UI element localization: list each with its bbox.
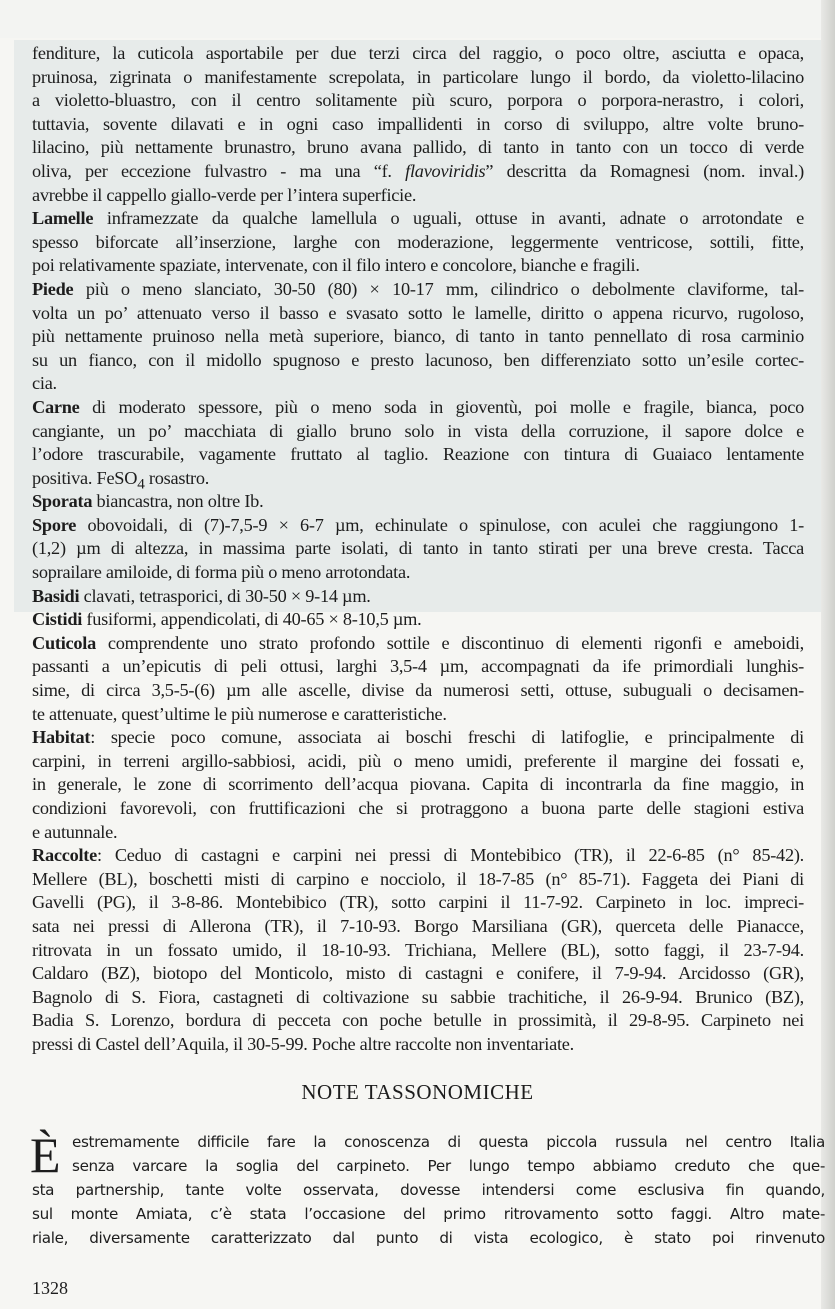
text-line <box>32 254 804 278</box>
species-description <box>32 42 804 1057</box>
text-segment: condizioni favorevoli, con fruttificazioni che si protraggono a buona parte delle stagioni estiva <box>32 798 804 818</box>
section-heading: NOTE TASSONOMICHE <box>301 1080 534 1104</box>
paragraph-lead: Raccolte <box>32 845 97 866</box>
text-segment: cangiante, un po’ macchiata di giallo bruno solo in vista della corruzione, il sapore dolce e <box>32 420 804 441</box>
text-line <box>32 490 804 514</box>
text-segment: comprendente uno strato profondo sottile e discontinuo di elementi rigonfi e ameboidi, <box>96 632 804 653</box>
text-line <box>32 372 804 396</box>
paragraph <box>32 490 804 514</box>
text-line: senza varcare la soglia del carpineto. Per lungo tempo abbiamo creduto che que- <box>72 1157 825 1175</box>
text-line <box>32 726 804 750</box>
text-segment: tuttavia, sovente dilavati e in ogni caso impallidenti in corso di sviluppo, altre volte bruno- <box>32 113 804 134</box>
text-segment: più nettamente pruinoso nella metà superiore, bianco, di tanto in tanto pennellato di rosa carminio <box>32 326 804 347</box>
text-segment: positiva. FeSO <box>32 467 138 488</box>
text-segment: soprailare amiloide, di forma più o meno arrotondata. <box>32 562 411 583</box>
text-line <box>32 868 804 892</box>
paragraph-lead: Habitat <box>32 727 91 748</box>
text-segment: biancastra, non oltre Ib. <box>92 491 264 512</box>
paragraph-lead: Lamelle <box>32 208 94 229</box>
text-segment: Badia S. Lorenzo, bordura di pecceta con poche betulle in prossimità, il 29-8-95. Carpineto nei <box>32 1010 804 1031</box>
page-top-margin <box>0 0 835 38</box>
text-segment: : Ceduo di castagni e carpini nei pressi di Montebibico (TR), il 22-6-85 (n° 85-42). <box>97 845 804 866</box>
text-segment: l’odore trascurabile, vagamente fruttato al taglio. Reazione con tintura di Guaiaco lentamente <box>32 444 804 465</box>
text-segment: carpini, in terreni argillo-sabbiosi, acidi, più o meno umidi, preferente il margine dei fossati e, <box>32 750 804 771</box>
text-segment: Bagnolo di S. Fiora, castagneti di coltivazione su sabbie trachitiche, il 26-9-94. Brunico (BZ), <box>32 986 804 1007</box>
text-segment: spesso biforcate all’inserzione, larghe con moderazione, leggermente ventricose, sottili, fitte, <box>32 231 804 252</box>
subscript: 4 <box>137 475 145 493</box>
text-segment: : specie poco comune, associata ai boschi freschi di latifoglie, e principalmente di <box>90 727 804 748</box>
paragraph-lead: Carne <box>32 396 80 417</box>
paragraph-lead: Sporata <box>32 491 93 512</box>
text-segment: Caldaro (BZ), biotopo del Monticolo, misto di castagni e conifere, il 7-9-94. Arcidosso (GR), <box>32 963 804 984</box>
paragraph <box>32 632 804 726</box>
text-line <box>32 1033 804 1057</box>
text-line <box>32 325 804 349</box>
text-line <box>32 537 804 561</box>
paragraph <box>32 726 804 844</box>
text-line <box>32 420 804 444</box>
text-line <box>32 207 804 231</box>
text-segment: (1,2) µm di altezza, in massima parte isolati, di tanto in tanto stirati per una breve cresta. Tacca <box>32 538 804 559</box>
page-gutter-shadow <box>821 0 835 1309</box>
text-line <box>32 184 804 208</box>
text-line <box>32 561 804 585</box>
text-line <box>32 349 804 373</box>
italic-text: flavoviridis <box>405 160 486 181</box>
text-line <box>32 585 804 609</box>
text-line <box>32 891 804 915</box>
text-segment: passanti a un’epicutis di peli ottusi, larghi 3,5-4 µm, accompagnati da ife primordiali lunghis- <box>32 656 804 677</box>
text-segment: cia. <box>32 373 57 394</box>
text-segment: più o meno slanciato, 30-50 (80) × 10-17 mm, cilindrico o debolmente claviforme, tal- <box>73 278 804 299</box>
text-line <box>32 42 804 66</box>
paragraph <box>32 42 804 207</box>
text-line <box>32 632 804 656</box>
text-segment: fenditure, la cuticola asportabile per due terzi circa del raggio, o poco oltre, asciutta e opaca, <box>32 43 804 63</box>
text-line <box>32 915 804 939</box>
text-line <box>32 986 804 1010</box>
text-segment: sime, di circa 3,5-5-(6) µm alle ascelle, divise da numerosi setti, ottuse, subuguali o decisamen- <box>32 680 804 701</box>
paragraph <box>32 608 804 632</box>
text-line: sul monte Amiata, c’è stata l’occasione del primo ritrovamento sotto faggi. Altro mate- <box>32 1205 825 1223</box>
text-line: sta partnership, tante volte osservata, dovesse intendersi come esclusiva fin quando, <box>32 1181 825 1199</box>
text-segment: e autunnale. <box>32 821 118 842</box>
text-segment: avrebbe il cappello giallo-verde per l’intera superficie. <box>32 184 417 205</box>
text-segment: pressi di Castel dell’Aquila, il 30-5-99. Poche altre raccolte non inventariate. <box>32 1033 574 1054</box>
text-line <box>32 655 804 679</box>
text-segment: pruinosa, zigrinata o manifestamente screpolata, in particolare lungo il bordo, da violetto-lilacino <box>32 66 804 87</box>
text-line <box>32 773 804 797</box>
paragraph-lead: Spore <box>32 514 77 535</box>
paragraph <box>32 514 804 585</box>
text-line: riale, diversamente caratterizzato dal punto di vista ecologico, è stato poi rinvenuto <box>32 1229 825 1247</box>
text-line <box>32 821 804 845</box>
text-segment: inframezzate da qualche lamellula o uguali, ottuse in avanti, adnate o arrotondate e <box>93 208 804 229</box>
text-line <box>32 113 804 137</box>
paragraph <box>32 278 804 396</box>
text-line <box>32 679 804 703</box>
page-number: 1328 <box>32 1278 68 1298</box>
text-line <box>32 278 804 302</box>
paragraph <box>32 585 804 609</box>
drop-cap: È <box>30 1127 61 1183</box>
paragraph <box>32 844 804 1056</box>
text-line <box>32 514 804 538</box>
text-line <box>32 396 804 420</box>
text-segment: obovoidali, di (7)-7,5-9 × 6-7 µm, echinulate o spinulose, con aculei che raggiungono 1- <box>76 514 804 535</box>
text-segment: fusiformi, appendicolati, di 40-65 × 8-10,5 µm. <box>82 609 422 630</box>
text-line <box>32 750 804 774</box>
text-line <box>32 66 804 90</box>
text-segment: sata nei pressi di Allerona (TR), il 7-10-93. Borgo Marsiliana (GR), querceta delle Pianacce, <box>32 915 804 936</box>
text-segment: oliva, per eccezione fulvastro - ma una “f. <box>32 160 406 181</box>
text-segment: te attenuate, quest’ultime le più numerose e caratteristiche. <box>32 703 447 724</box>
text-segment: Gavelli (PG), il 3-8-86. Montebibico (TR), sotto carpini il 11-7-92. Carpineto in loc. impreci- <box>32 892 804 913</box>
text-segment: lilacino, più nettamente brunastro, bruno avana pallido, di tanto in tanto con un tocco di verde <box>32 137 804 158</box>
text-line <box>32 844 804 868</box>
text-line <box>32 443 804 467</box>
paragraph-lead: Piede <box>32 278 74 299</box>
text-line: estremamente difficile fare la conoscenza di questa piccola russula nel centro Italia <box>72 1133 825 1151</box>
text-segment: ” descritta da Romagnesi (nom. inval.) <box>485 160 804 181</box>
text-line <box>32 467 804 491</box>
paragraph-lead: Basidi <box>32 585 80 606</box>
text-line <box>32 703 804 727</box>
paragraph <box>32 207 804 278</box>
taxonomic-notes <box>30 1127 825 1250</box>
text-line <box>32 136 804 160</box>
text-segment: rosastro. <box>144 467 210 488</box>
text-segment: a violetto-bluastro, con il centro solitamente più scuro, porpora o porpora-nerastro, i colori, <box>32 90 804 111</box>
text-segment: volta un po’ attenuato verso il basso e svasato sotto le lamelle, diritto o appena ricurvo, rugoloso, <box>32 302 804 323</box>
text-line <box>32 1009 804 1033</box>
text-line <box>32 797 804 821</box>
text-line <box>32 939 804 963</box>
text-line <box>32 608 804 632</box>
paragraph-lead: Cistidi <box>32 609 83 630</box>
text-line <box>32 231 804 255</box>
text-segment: di moderato spessore, più o meno soda in gioventù, poi molle e fragile, bianca, poco <box>79 396 804 417</box>
text-line <box>32 89 804 113</box>
text-segment: poi relativamente spaziate, intervenate, con il filo intero e concolore, bianche e fragili. <box>32 255 640 276</box>
text-segment: ritrovata in un fossato umido, il 18-10-93. Trichiana, Mellere (BL), sotto faggi, il 23-7-94. <box>32 939 804 960</box>
text-line <box>32 160 804 184</box>
text-segment: su un fianco, con il midollo spugnoso e presto lacunoso, ben differenziato sotto un’esile cortec- <box>32 349 804 370</box>
paragraph-lead: Cuticola <box>32 632 97 653</box>
text-segment: Mellere (BL), boschetti misti di carpino e nocciolo, il 18-7-85 (n° 85-71). Faggeta dei Piani di <box>32 868 804 889</box>
text-line <box>32 302 804 326</box>
text-line <box>32 962 804 986</box>
paragraph <box>32 396 804 493</box>
text-segment: in generale, le zone di scorrimento dell’acqua piovana. Capita di incontrarla da fine maggio, in <box>32 774 804 795</box>
text-segment: clavati, tetrasporici, di 30-50 × 9-14 µm. <box>79 585 371 606</box>
